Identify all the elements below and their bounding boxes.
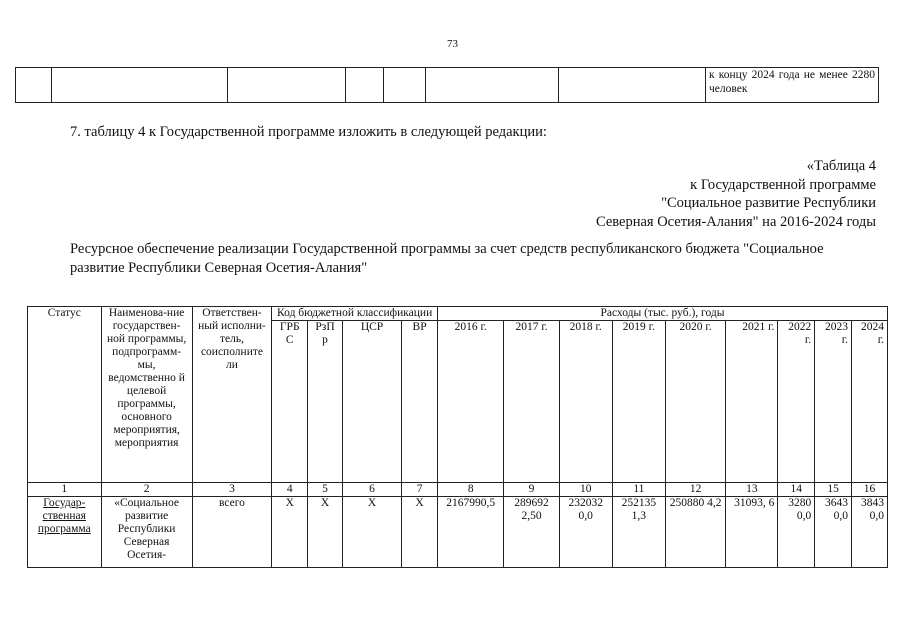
- column-number: 10: [559, 483, 612, 497]
- table-cell: [384, 68, 426, 103]
- page-number: 73: [447, 38, 458, 50]
- table-heading-line: Северная Осетия-Алания" на 2016-2024 годы: [595, 213, 876, 230]
- responsible-cell: всего: [192, 497, 272, 568]
- column-number: 4: [272, 483, 308, 497]
- column-number: 1: [28, 483, 102, 497]
- amendment-paragraph: 7. таблицу 4 к Государственной программе изложить в следующей редакции:: [70, 124, 547, 140]
- header-year: 2022 г.: [778, 321, 815, 483]
- table-cell: [426, 68, 559, 103]
- expense-cell: 31093, 6: [726, 497, 778, 568]
- table-row: [16, 68, 879, 103]
- expense-cell: 232032 0,0: [559, 497, 612, 568]
- table-row: [28, 497, 888, 568]
- table-cell: [16, 68, 52, 103]
- indicator-target-cell: к концу 2024 года не менее 2280 человек: [706, 68, 879, 103]
- program-name-cell: «Социальное развитие Республики Северная Осетия-: [101, 497, 192, 568]
- vr-cell: Х: [402, 497, 438, 568]
- resource-title: Ресурсное обеспечение реализации Государственной программы за счет средств республиканского бюджета "Социальное развитие Республики Северная Осетия-Алания": [70, 241, 824, 276]
- column-number: 2: [101, 483, 192, 497]
- header-year: 2018 г.: [559, 321, 612, 483]
- header-rzpr: РзП р: [308, 321, 343, 483]
- column-number: 5: [308, 483, 343, 497]
- header-row: [28, 307, 888, 321]
- table-cell: [52, 68, 228, 103]
- column-number: 15: [815, 483, 852, 497]
- rzpr-cell: Х: [308, 497, 343, 568]
- column-number: 6: [342, 483, 401, 497]
- column-number: 13: [726, 483, 778, 497]
- header-vr: ВР: [402, 321, 438, 483]
- expense-cell: 3843 0,0: [851, 497, 887, 568]
- expense-cell: 3643 0,0: [815, 497, 852, 568]
- header-budget-code: Код бюджетной классификации: [272, 307, 438, 321]
- header-year: 2016 г.: [437, 321, 503, 483]
- header-year: 2019 г.: [612, 321, 665, 483]
- column-number: 11: [612, 483, 665, 497]
- table-heading-line: "Социальное развитие Республики: [661, 195, 876, 211]
- table-cell: [346, 68, 384, 103]
- grbs-cell: Х: [272, 497, 308, 568]
- table-heading-line: к Государственной программе: [690, 176, 876, 193]
- header-csr: ЦСР: [342, 321, 401, 483]
- column-number: 12: [665, 483, 725, 497]
- header-year: 2024 г.: [851, 321, 887, 483]
- table-cell: [228, 68, 346, 103]
- column-number: 16: [851, 483, 887, 497]
- header-grbs: ГРБ С: [272, 321, 308, 483]
- expense-cell: 250880 4,2: [665, 497, 725, 568]
- resource-table: [27, 306, 888, 568]
- column-number: 7: [402, 483, 438, 497]
- header-year: 2017 г.: [504, 321, 559, 483]
- expense-cell: 289692 2,50: [504, 497, 559, 568]
- header-name: Наименова-ние государствен-ной программы, подпрограмм-мы, ведомственно й целевой программы, основного мероприятия, мероприятия: [101, 307, 192, 483]
- header-year: 2020 г.: [665, 321, 725, 483]
- column-number-row: [28, 483, 888, 497]
- header-year: 2021 г.: [726, 321, 778, 483]
- column-number: 3: [192, 483, 272, 497]
- column-number: 8: [437, 483, 503, 497]
- expense-cell: 2167990,5: [437, 497, 503, 568]
- header-year: 2023 г.: [815, 321, 852, 483]
- expense-cell: 3280 0,0: [778, 497, 815, 568]
- csr-cell: Х: [342, 497, 401, 568]
- header-status: Статус: [28, 307, 102, 483]
- column-number: 14: [778, 483, 815, 497]
- table-heading-line: «Таблица 4: [806, 158, 876, 174]
- header-responsible: Ответствен-ный исполни-тель, соисполните ли: [192, 307, 272, 483]
- status-cell: Государ-ственная программа: [28, 497, 102, 568]
- header-expenses: Расходы (тыс. руб.), годы: [437, 307, 887, 321]
- table-cell: [559, 68, 706, 103]
- table-heading: [596, 157, 876, 231]
- previous-table-fragment: [15, 67, 879, 103]
- column-number: 9: [504, 483, 559, 497]
- expense-cell: 252135 1,3: [612, 497, 665, 568]
